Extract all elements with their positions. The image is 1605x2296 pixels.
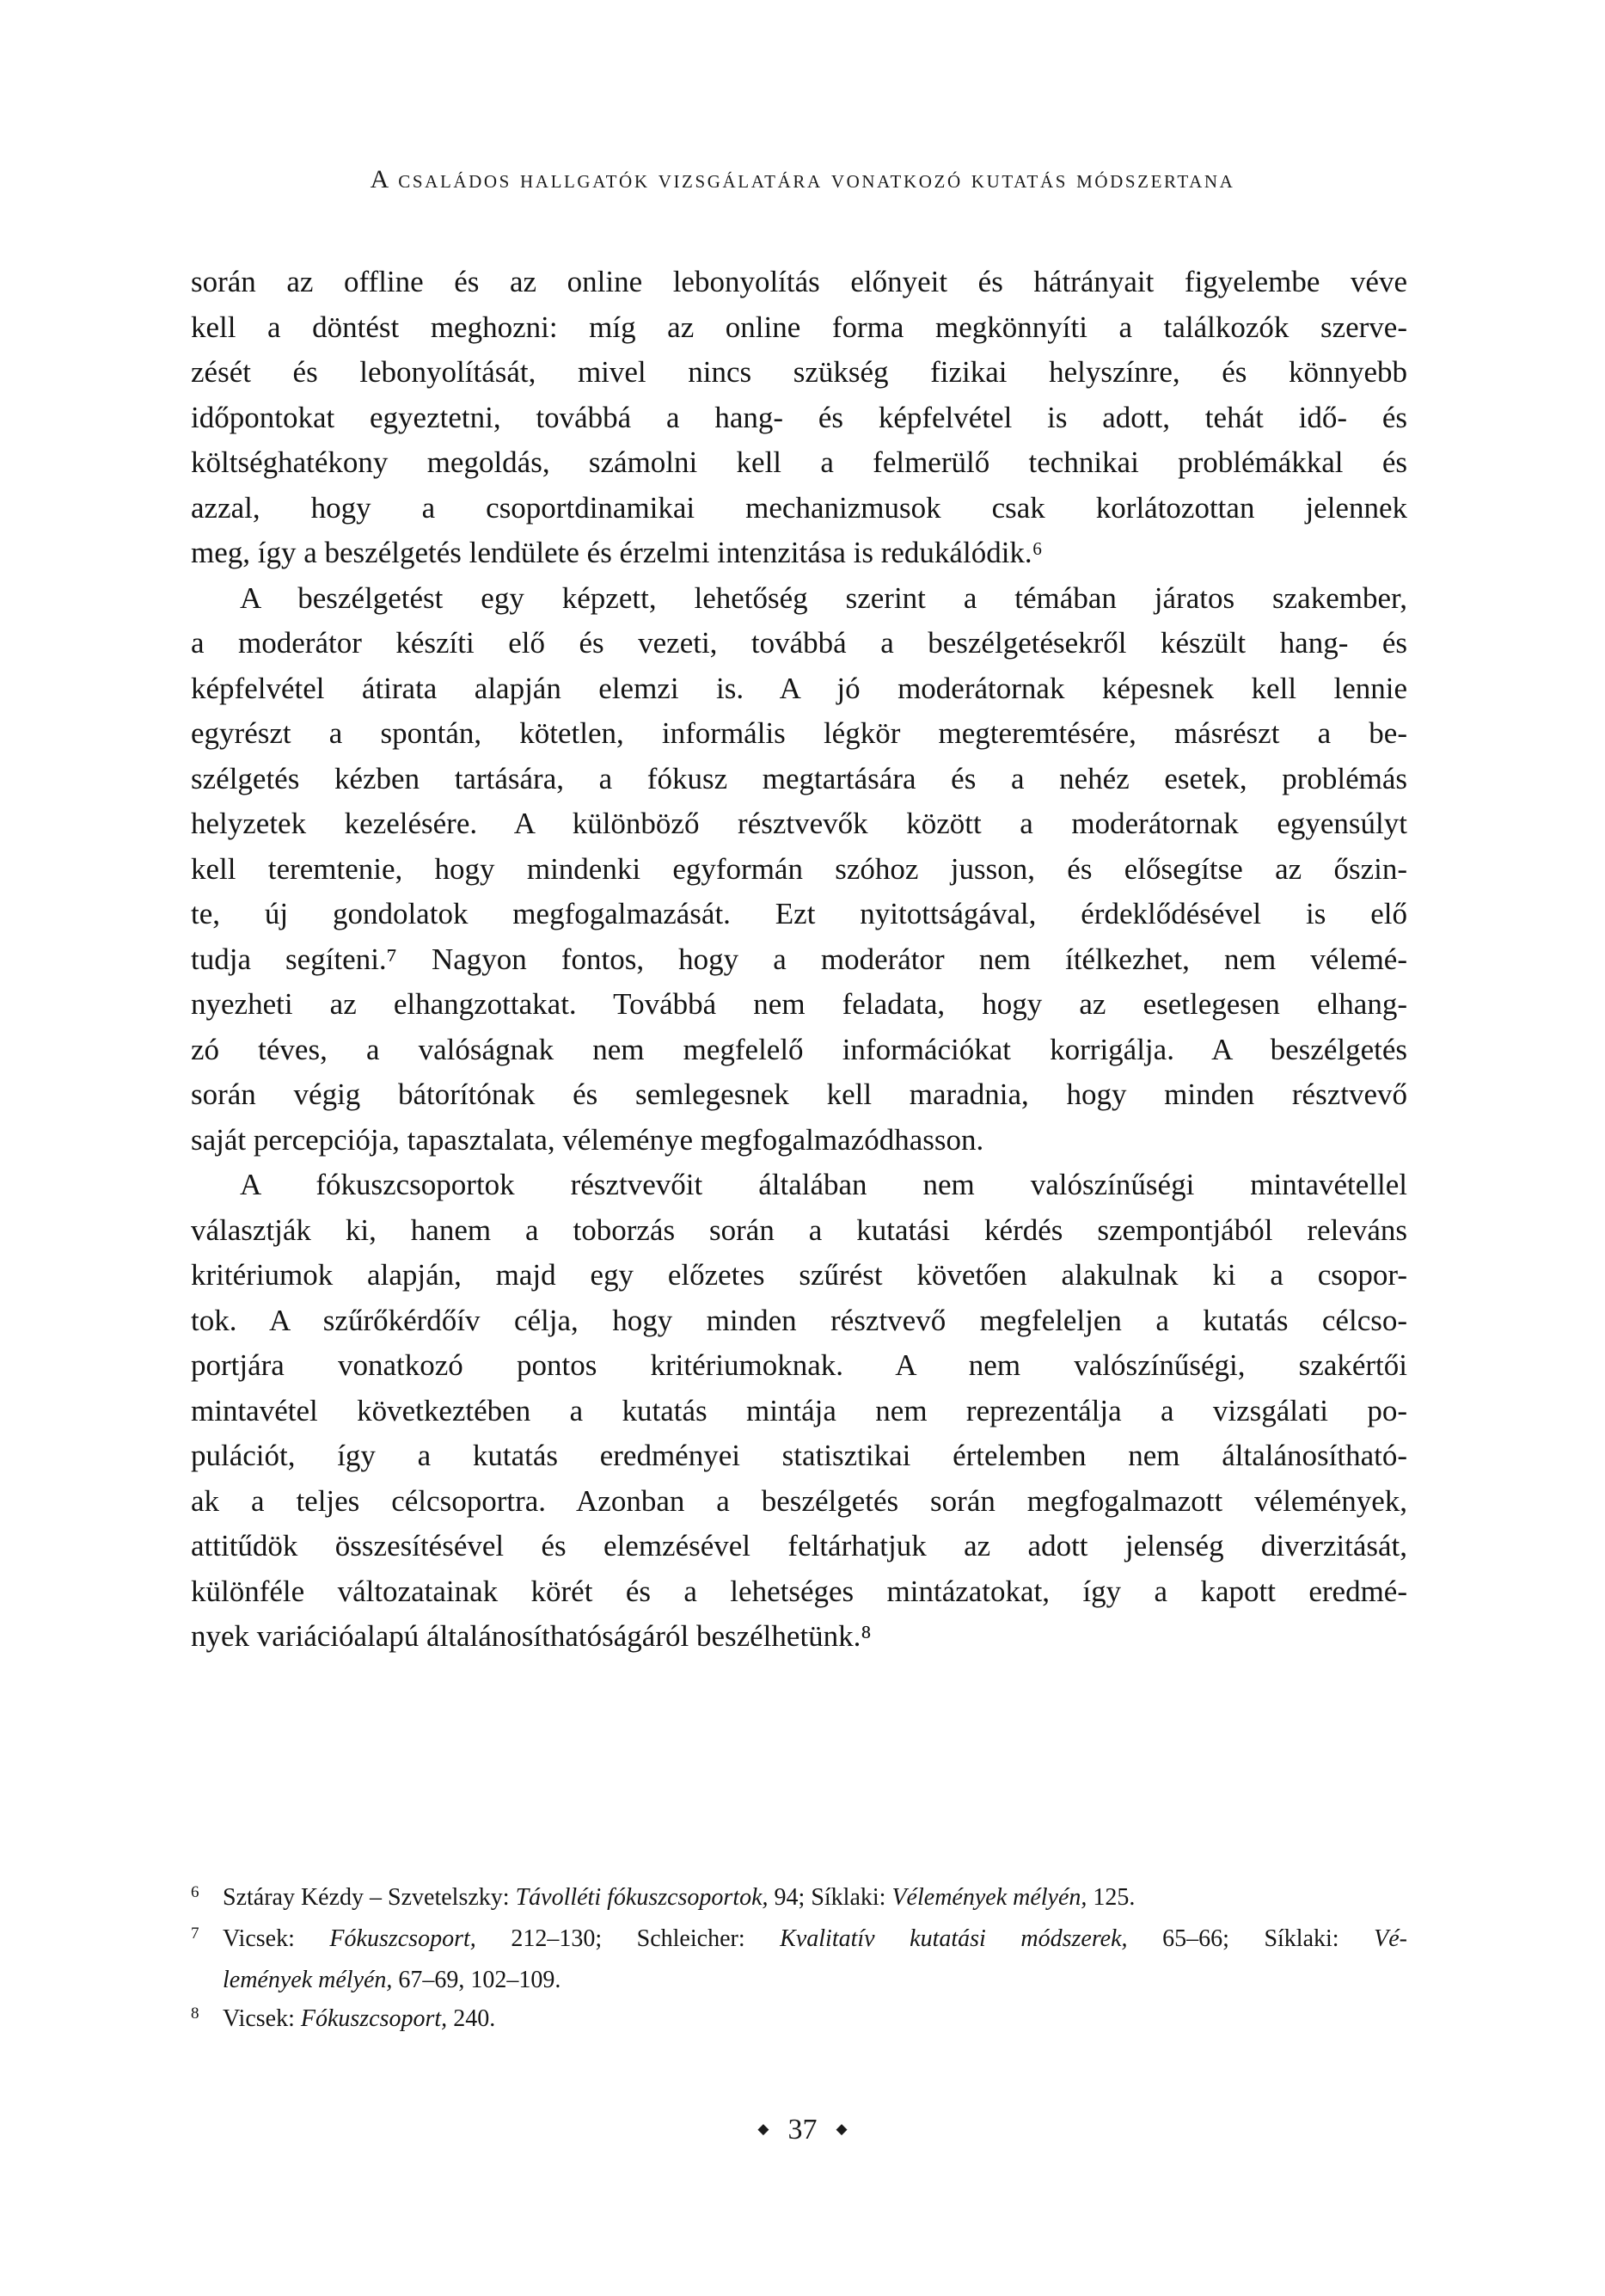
running-header: A családos hallgatók vizsgálatára vonatkozó kutatás módszertana	[370, 165, 1235, 193]
text-line: portjára vonatkozó pontos kritériumoknak. A nem valószínűségi, szakértői	[191, 1348, 1407, 1382]
text-line: a moderátor készíti elő és vezeti, továbbá a beszélgetésekről készült hang- és	[191, 626, 1407, 660]
text-line: zését és lebonyolítását, mivel nincs szükség fizikai helyszínre, és könnyebb	[191, 355, 1407, 389]
text-line: különféle változatainak körét és a lehetséges mintázatokat, így a kapott eredmé-	[191, 1574, 1407, 1608]
footnote-title-italic: Vé-	[1374, 1925, 1407, 1952]
text-line: során az offline és az online lebonyolítás előnyeit és hátrányait figyelembe véve	[191, 265, 1407, 298]
paragraph	[191, 576, 1407, 1163]
footnote-line	[191, 1878, 1407, 1919]
footnote-title-italic: lemények mélyén,	[223, 1967, 393, 1993]
footnote-text: 212–130; Schleicher:	[475, 1925, 781, 1952]
page-number: 37	[787, 2114, 818, 2146]
footnote-marker: 8	[191, 2004, 199, 2023]
footnote-text: Vicsek:	[223, 2005, 301, 2032]
footnote-text: Vicsek:	[223, 1925, 330, 1952]
paragraph	[191, 1163, 1407, 1660]
text-line: tudja segíteni.⁷ Nagyon fontos, hogy a moderátor nem ítélkezhet, nem vélemé-	[191, 942, 1407, 976]
footnote-marker: 6	[191, 1883, 199, 1902]
text-line: azzal, hogy a csoportdinamikai mechanizmusok csak korlátozottan jelennek	[191, 490, 1407, 525]
text-line: egyrészt a spontán, kötetlen, informális légkör megteremtésére, másrészt a be-	[191, 716, 1407, 750]
text-line: saját percepciója, tapasztalata, véleménye megfogalmazódhasson.	[191, 1122, 984, 1157]
footnote-text: 67–69, 102–109.	[392, 1967, 561, 1993]
text-line: kell a döntést meghozni: míg az online forma megkönnyíti a találkozók szerve-	[191, 310, 1407, 344]
text-line: meg, így a beszélgetés lendülete és érzelmi intenzitása is redukálódik.⁶	[191, 536, 1043, 569]
text-line: zó téves, a valóságnak nem megfelelő információkat korrigálja. A beszélgetés	[191, 1032, 1407, 1066]
footnote-text: 240.	[447, 2005, 496, 2032]
footnote	[191, 1919, 1407, 1999]
text-line: A fókuszcsoportok résztvevőit általában nem valószínűségi mintavétellel	[240, 1168, 1407, 1201]
footnote-title-italic: Távolléti fókuszcsoportok,	[515, 1884, 769, 1911]
footnotes	[191, 1878, 1407, 2041]
text-line: tok. A szűrőkérdőív célja, hogy minden résztvevő megfeleljen a kutatás célcso-	[191, 1303, 1407, 1337]
text-line: mintavétel következtében a kutatás mintája nem reprezentálja a vizsgálati po-	[191, 1393, 1407, 1427]
diamond-ornament-icon: ◆	[757, 2121, 769, 2137]
text-line: te, új gondolatok megfogalmazását. Ezt nyitottságával, érdeklődésével is elő	[191, 897, 1407, 930]
text-line: kritériumok alapján, majd egy előzetes szűrést követően alakulnak ki a csopor-	[191, 1258, 1407, 1292]
footnote-text: Sztáray Kézdy – Szvetelszky:	[223, 1884, 516, 1911]
footnote-title-italic: Fókuszcsoport,	[329, 1925, 476, 1952]
footnote-line	[191, 1919, 1407, 1961]
footnote	[191, 1878, 1407, 1919]
diamond-ornament-icon: ◆	[836, 2121, 848, 2137]
text-line: pulációt, így a kutatás eredményei statisztikai értelemben nem általánosítható-	[191, 1439, 1407, 1472]
footnote	[191, 1999, 1407, 2041]
text-line: időpontokat egyeztetni, továbbá a hang- és képfelvétel is adott, tehát idő- és	[191, 400, 1407, 434]
text-line: A beszélgetést egy képzett, lehetőség szerint a témában járatos szakember,	[240, 580, 1407, 615]
footnote-title-italic: Kvalitatív kutatási módszerek,	[780, 1925, 1128, 1952]
body-text	[191, 260, 1407, 1660]
footnote-text: 125.	[1087, 1884, 1136, 1911]
footnote-text: 65–66; Síklaki:	[1127, 1925, 1375, 1952]
footnote-line	[191, 1961, 1407, 1999]
footnote-line	[191, 1999, 1407, 2041]
text-line: kell teremtenie, hogy mindenki egyformán szóhoz jusson, és elősegítse az őszin-	[191, 851, 1407, 886]
text-line: nyek variációalapú általánosíthatóságáról beszélhetünk.⁸	[191, 1619, 872, 1653]
page-footer	[0, 2114, 1605, 2146]
text-line: attitűdök összesítésével és elemzésével feltárhatjuk az adott jelenség diverzitását,	[191, 1529, 1407, 1562]
text-line: ak a teljes célcsoportra. Azonban a beszélgetés során megfogalmazott vélemények,	[191, 1483, 1407, 1518]
text-line: képfelvétel átirata alapján elemzi is. A jó moderátornak képesnek kell lennie	[191, 671, 1407, 705]
text-line: választják ki, hanem a toborzás során a kutatási kérdés szempontjából releváns	[191, 1212, 1407, 1247]
footnote-text: 94; Síklaki:	[768, 1884, 892, 1911]
footnote-title-italic: Vélemények mélyén,	[891, 1884, 1087, 1911]
text-line: költséghatékony megoldás, számolni kell a felmerülő technikai problémákkal és	[191, 445, 1407, 479]
footnote-marker: 7	[191, 1925, 199, 1943]
text-line: helyzetek kezelésére. A különböző résztvevők között a moderátornak egyensúlyt	[191, 807, 1407, 840]
text-line: nyezheti az elhangzottakat. Továbbá nem feladata, hogy az esetlegesen elhang-	[191, 987, 1407, 1021]
text-line: szélgetés kézben tartására, a fókusz megtartására és a nehéz esetek, problémás	[191, 761, 1407, 795]
paragraph	[191, 260, 1407, 576]
footnote-title-italic: Fókuszcsoport,	[300, 2005, 448, 2032]
text-line: során végig bátorítónak és semlegesnek kell maradnia, hogy minden résztvevő	[191, 1077, 1407, 1111]
